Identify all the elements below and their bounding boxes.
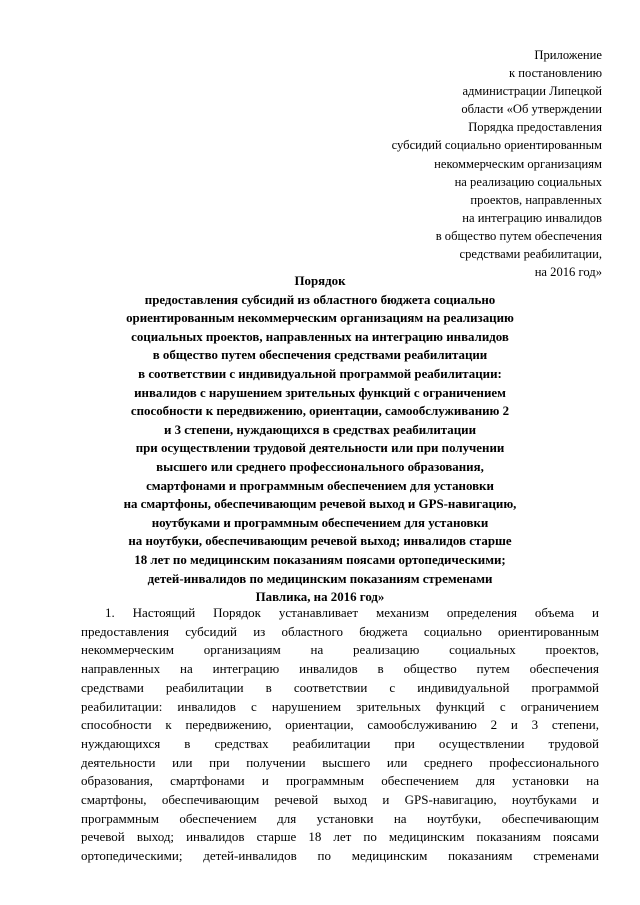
paragraph-line: деятельности или при получении высшего или среднего профессионального [81,754,599,770]
title-line: и 3 степени, нуждающихся в средствах реабилитации [163,422,477,437]
title-line: социальных проектов, направленных на интеграцию инвалидов [131,329,509,344]
title-line: способности к передвижению, ориентации, самообслуживанию 2 [130,404,510,419]
annex-line: средствами реабилитации, [459,247,602,262]
title-line: предоставления субсидий из областного бюджета социально [144,292,496,307]
paragraph-line: 1. Настоящий Порядок устанавливает механизм определения объема и [105,605,599,620]
title-line: инвалидов с нарушением зрительных функций с ограничением [134,385,506,400]
annex-line: области «Об утверждении [461,102,602,117]
title-line: ориентированным некоммерческим организациям на реализацию [126,311,514,326]
paragraph-1 [81,604,599,866]
paragraph-line: предоставления субсидий из областного бюджета социально ориентированным [81,623,599,639]
title-line: на ноутбуки, обеспечивающим речевой выход; инвалидов старше [128,534,512,549]
paragraph-line: реабилитации: инвалидов с нарушением зрительных функций с ограничением [81,698,599,714]
annex-line: Порядка предоставления [468,120,602,135]
title-line: Порядок [294,274,346,288]
title-line: при осуществлении трудовой деятельности или при получении [135,441,505,456]
paragraph-line: нуждающихся в средствах реабилитации при осуществлении трудовой [81,735,599,751]
paragraph-line: средствами реабилитации в соответствии с индивидуальной программой [81,679,599,695]
title-line: высшего или среднего профессионального образования, [156,459,484,474]
annex-block [282,46,602,281]
title-line: смартфонами и программным обеспечением для установки [146,478,494,493]
annex-line: проектов, направленных [470,192,602,207]
paragraph-line: образования, смартфонами и программным обеспечением для установки на [81,773,599,789]
paragraph-line: некоммерческим организациям на реализацию социальных проектов, [81,642,599,658]
paragraph-line: направленных на интеграцию инвалидов в общество путем обеспечения [81,661,599,677]
annex-line: на 2016 год» [534,265,602,280]
annex-line: на интеграцию инвалидов [462,210,602,225]
title-line: ноутбуками и программным обеспечением для установки [151,515,489,530]
title-line: Павлика, на 2016 год» [255,590,385,605]
paragraph-line: речевой выход; инвалидов старше 18 лет по медицинским показаниям поясами [81,829,599,845]
annex-line: к постановлению [508,66,602,81]
annex-line: в общество путем обеспечения [435,228,602,243]
title-line: в общество путем обеспечения средствами реабилитации [152,348,488,363]
paragraph-line: ортопедическими; детей-инвалидов по медицинским показаниям стременами [81,848,599,864]
paragraph-line: программным обеспечением для установки на ноутбуки, обеспечивающим [81,810,599,826]
paragraph-line: смартфоны, обеспечивающим речевой выход и GPS-навигацию, ноутбуками и [81,792,599,808]
document-title [0,272,640,607]
paragraph-line: способности к передвижению, ориентации, самообслуживанию 2 и 3 степени, [81,717,599,733]
annex-line: администрации Липецкой [462,84,602,99]
annex-line: Приложение [534,48,602,62]
title-line: на смартфоны, обеспечивающим речевой выход и GPS-навигацию, [123,497,517,512]
title-line: 18 лет по медицинским показаниям поясами ортопедическими; [134,552,506,567]
annex-line: некоммерческим организациям [434,156,602,171]
annex-line: на реализацию социальных [454,174,602,189]
title-line: в соответствии с индивидуальной программой реабилитации: [138,366,502,381]
title-line: детей-инвалидов по медицинским показаниям стременами [147,571,493,586]
annex-line: субсидий социально ориентированным [391,138,602,153]
